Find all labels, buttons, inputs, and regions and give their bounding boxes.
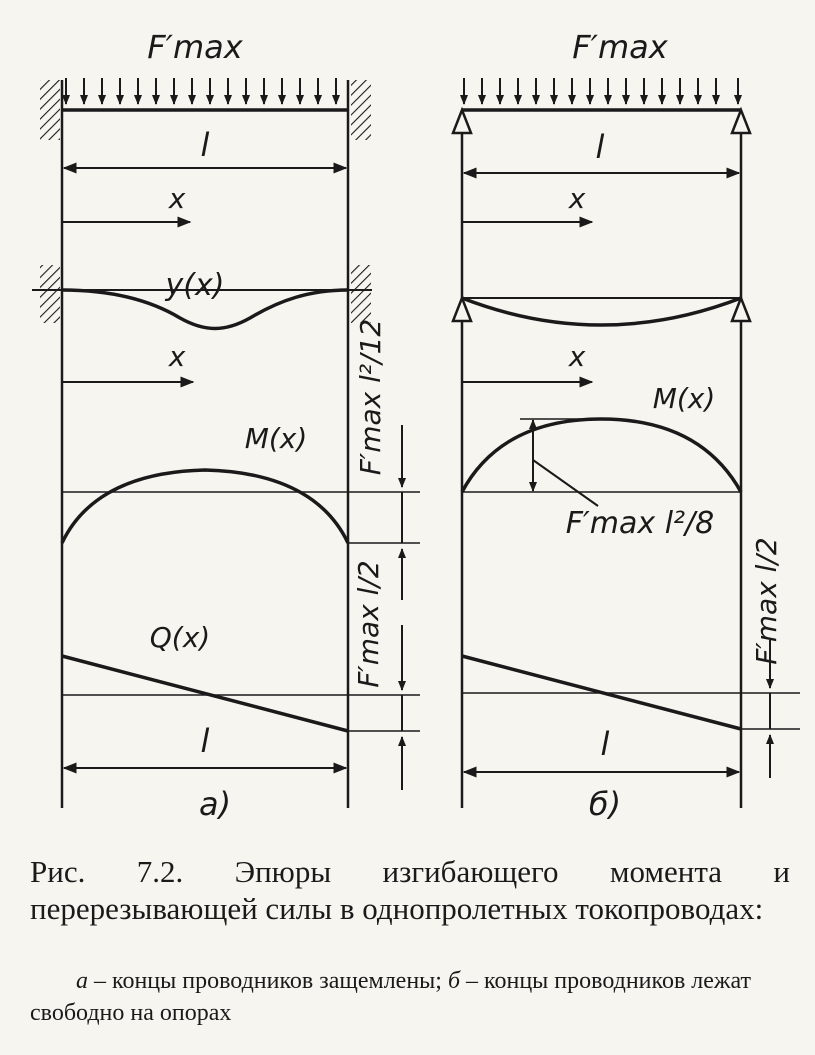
caption-note-line bbox=[30, 968, 751, 1026]
fixed-support-right-2 bbox=[351, 265, 371, 323]
moment-leader-b bbox=[533, 460, 598, 506]
shear-value-label-a: F′max l/2 bbox=[352, 560, 385, 688]
moment-value-label-b: F′max l²/8 bbox=[565, 506, 715, 541]
load-label-a: F′max bbox=[147, 28, 243, 66]
coord-label-b: x bbox=[568, 182, 586, 215]
bottom-span-label-a: l bbox=[200, 722, 210, 760]
fixed-support-right bbox=[351, 80, 371, 140]
coord-label-a-2: x bbox=[168, 340, 186, 373]
moment-curve-b bbox=[462, 419, 741, 492]
note-a-text: – концы проводников защемлены; bbox=[88, 968, 448, 994]
note-a-letter: а bbox=[76, 968, 88, 994]
figure-caption-title: Рис. 7.2. Эпюры изгибающего момента и перерезывающей силы в однопролетных токопроводах: bbox=[30, 854, 790, 926]
fixed-support-left-2 bbox=[40, 265, 60, 323]
fixed-support-left bbox=[40, 80, 60, 140]
note-b-letter: б bbox=[447, 968, 461, 994]
shear-label-a: Q(x) bbox=[149, 621, 211, 654]
coord-label-a: x bbox=[168, 182, 186, 215]
panel-label-b: б) bbox=[588, 785, 622, 823]
pin-support-right bbox=[732, 110, 750, 133]
load-label-b: F′max bbox=[572, 28, 668, 66]
span-label-a: l bbox=[200, 126, 210, 164]
shear-value-label-b: F′max l/2 bbox=[750, 537, 783, 665]
panel-label-a: а) bbox=[198, 785, 232, 823]
figure-caption-note bbox=[30, 965, 790, 1029]
diagram-b bbox=[453, 28, 800, 823]
deflection-curve-b bbox=[462, 298, 741, 325]
moment-label-b: M(x) bbox=[652, 382, 716, 415]
diagram-a bbox=[32, 28, 420, 823]
moment-curve-a bbox=[62, 470, 348, 543]
deflection-label-a: y(x) bbox=[165, 268, 225, 303]
span-label-b: l bbox=[595, 128, 605, 166]
bottom-span-label-b: l bbox=[600, 725, 610, 763]
distributed-load-arrows bbox=[66, 78, 336, 104]
pin-support-left bbox=[453, 110, 471, 133]
coord-label-b-2: x bbox=[568, 340, 586, 373]
shear-line-a bbox=[62, 656, 348, 731]
note-b-text: – концы проводников лежат свободно на опорах bbox=[30, 968, 752, 1026]
distributed-load-arrows-b bbox=[464, 78, 738, 104]
moment-label-a: M(x) bbox=[244, 422, 308, 455]
moment-value-label-a: F′max l²/12 bbox=[354, 318, 387, 476]
